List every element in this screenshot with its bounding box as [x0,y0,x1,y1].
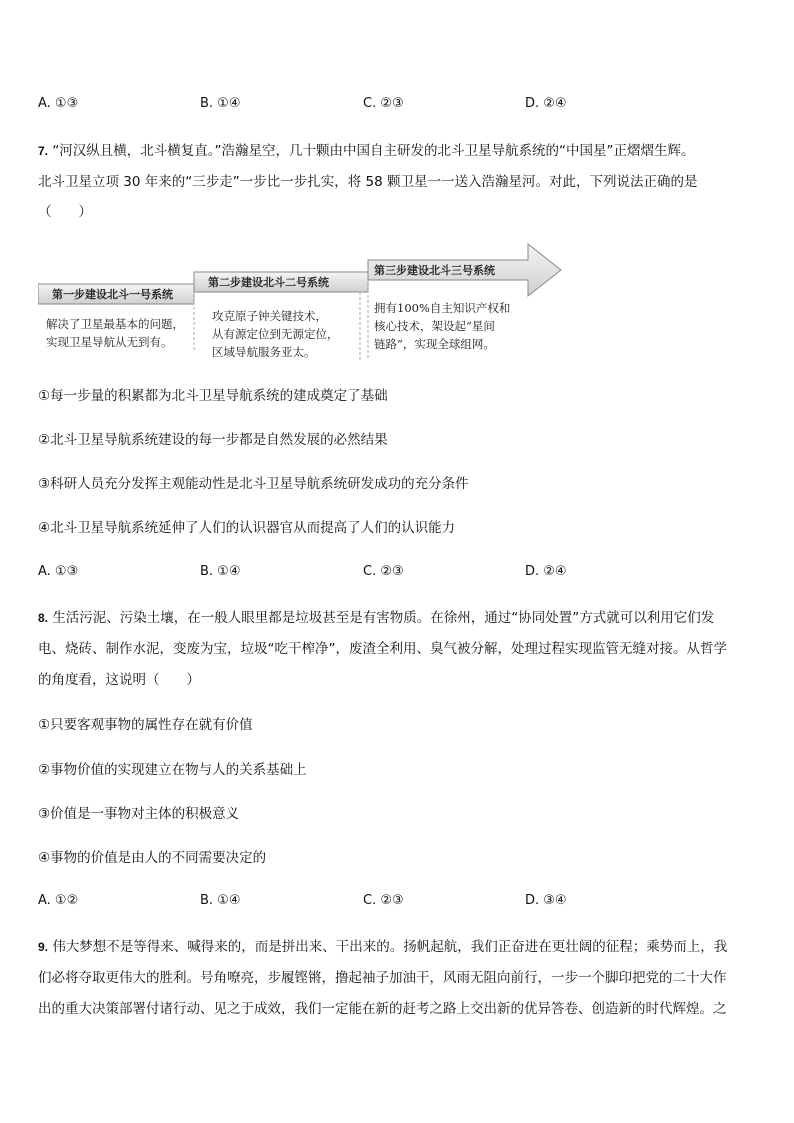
q9-stem-line1 [38,937,727,957]
q6-option-b: B. ①④ [200,96,241,111]
q6-option-d: D. ②④ [525,96,567,111]
q9-text-line1: 伟大梦想不是等得来、喊得来的，而是拼出来、干出来的。扬帆起航，我们正奋进在更壮阔的征程；乘势而上，我 [52,939,728,955]
step1-title: 第一步建设北斗一号系统 [52,288,173,301]
q7-number: 7. [38,144,49,158]
step3-title: 第三步建设北斗三号系统 [374,264,495,277]
q8-options [0,893,794,913]
q8-statement-4: ④事物的价值是由人的不同需要决定的 [38,850,267,866]
q8-stem-line2: 电、烧砖、制作水泥，变废为宝，垃圾“吃干榨净”，废渣全利用、臭气被分解，处理过程实现监管无缝对接。从哲学 [38,641,727,657]
step3-text-line3: 链路”，实现全球组网。 [374,337,495,351]
q6-option-c: C. ②③ [363,96,404,111]
q7-stem-line2: 北斗卫星立项 30 年来的“三步走”一步比一步扎实，将 58 颗卫星一一送入浩瀚星河。对此，下列说法正确的是 [38,174,698,190]
q6-option-a: A. ①③ [38,96,79,111]
step1-text-line1: 解决了卫星最基本的问题， [46,317,184,331]
q7-stem-line3: （ ） [38,204,92,220]
beidou-three-steps-diagram [38,240,568,370]
step2-text-line3: 区域导航服务亚太。 [212,345,316,359]
q9-number: 9. [38,940,49,954]
q7-options [0,564,794,584]
q9-stem-line2: 们必将夺取更伟大的胜利。号角嘹亮，步履铿锵，撸起袖子加油干，风雨无阻向前行，一步一个脚印把党的二十大作 [38,970,727,986]
q8-statement-2: ②事物价值的实现建立在物与人的关系基础上 [38,762,307,778]
step2-text-line2: 从有源定位到无源定位， [212,327,339,341]
q8-statement-1: ①只要客观事物的属性存在就有价值 [38,717,253,733]
q8-option-d: D. ③④ [525,893,567,908]
step3-text-line2: 核心技术，架设起“星间 [374,319,495,333]
step2-title: 第二步建设北斗二号系统 [208,276,329,289]
step1-text-line2: 实现卫星导航从无到有。 [46,335,173,349]
step2-text-line1: 攻克原子钟关键技术， [212,309,327,323]
q7-option-c: C. ②③ [363,564,404,579]
q7-statement-1: ①每一步量的积累都为北斗卫星导航系统的建成奠定了基础 [38,388,388,404]
q8-number: 8. [38,611,49,625]
q8-stem-line1 [38,608,714,628]
q8-stem-line3: 的角度看，这说明（ ） [38,672,200,688]
q7-option-d: D. ②④ [525,564,567,579]
step3-text-line1: 拥有100%自主知识产权和 [374,301,511,315]
q8-option-c: C. ②③ [363,893,404,908]
q8-text-line1: 生活污泥、污染土壤，在一般人眼里都是垃圾甚至是有害物质。在徐州，通过“协同处置”方式就可以利用它们发 [52,610,715,626]
q8-option-a: A. ①② [38,893,79,908]
q8-option-b: B. ①④ [200,893,241,908]
q9-stem-line3: 出的重大决策部署付诸行动、见之于成效，我们一定能在新的赶考之路上交出新的优异答卷、创造新的时代辉煌。之 [38,1001,727,1017]
q7-text-line1: “河汉纵且横，北斗横复直。”浩瀚星空，几十颗由中国自主研发的北斗卫星导航系统的“中国星”正熠熠生辉。 [52,143,695,159]
q8-statement-3: ③价值是一事物对主体的积极意义 [38,806,240,822]
q7-stem-line1 [38,141,695,161]
q7-option-b: B. ①④ [200,564,241,579]
q7-statement-3: ③科研人员充分发挥主观能动性是北斗卫星导航系统研发成功的充分条件 [38,476,469,492]
q7-option-a: A. ①③ [38,564,79,579]
q7-statement-4: ④北斗卫星导航系统延伸了人们的认识器官从而提高了人们的认识能力 [38,520,456,536]
q6-options [0,96,794,116]
q7-statement-2: ②北斗卫星导航系统建设的每一步都是自然发展的必然结果 [38,432,388,448]
